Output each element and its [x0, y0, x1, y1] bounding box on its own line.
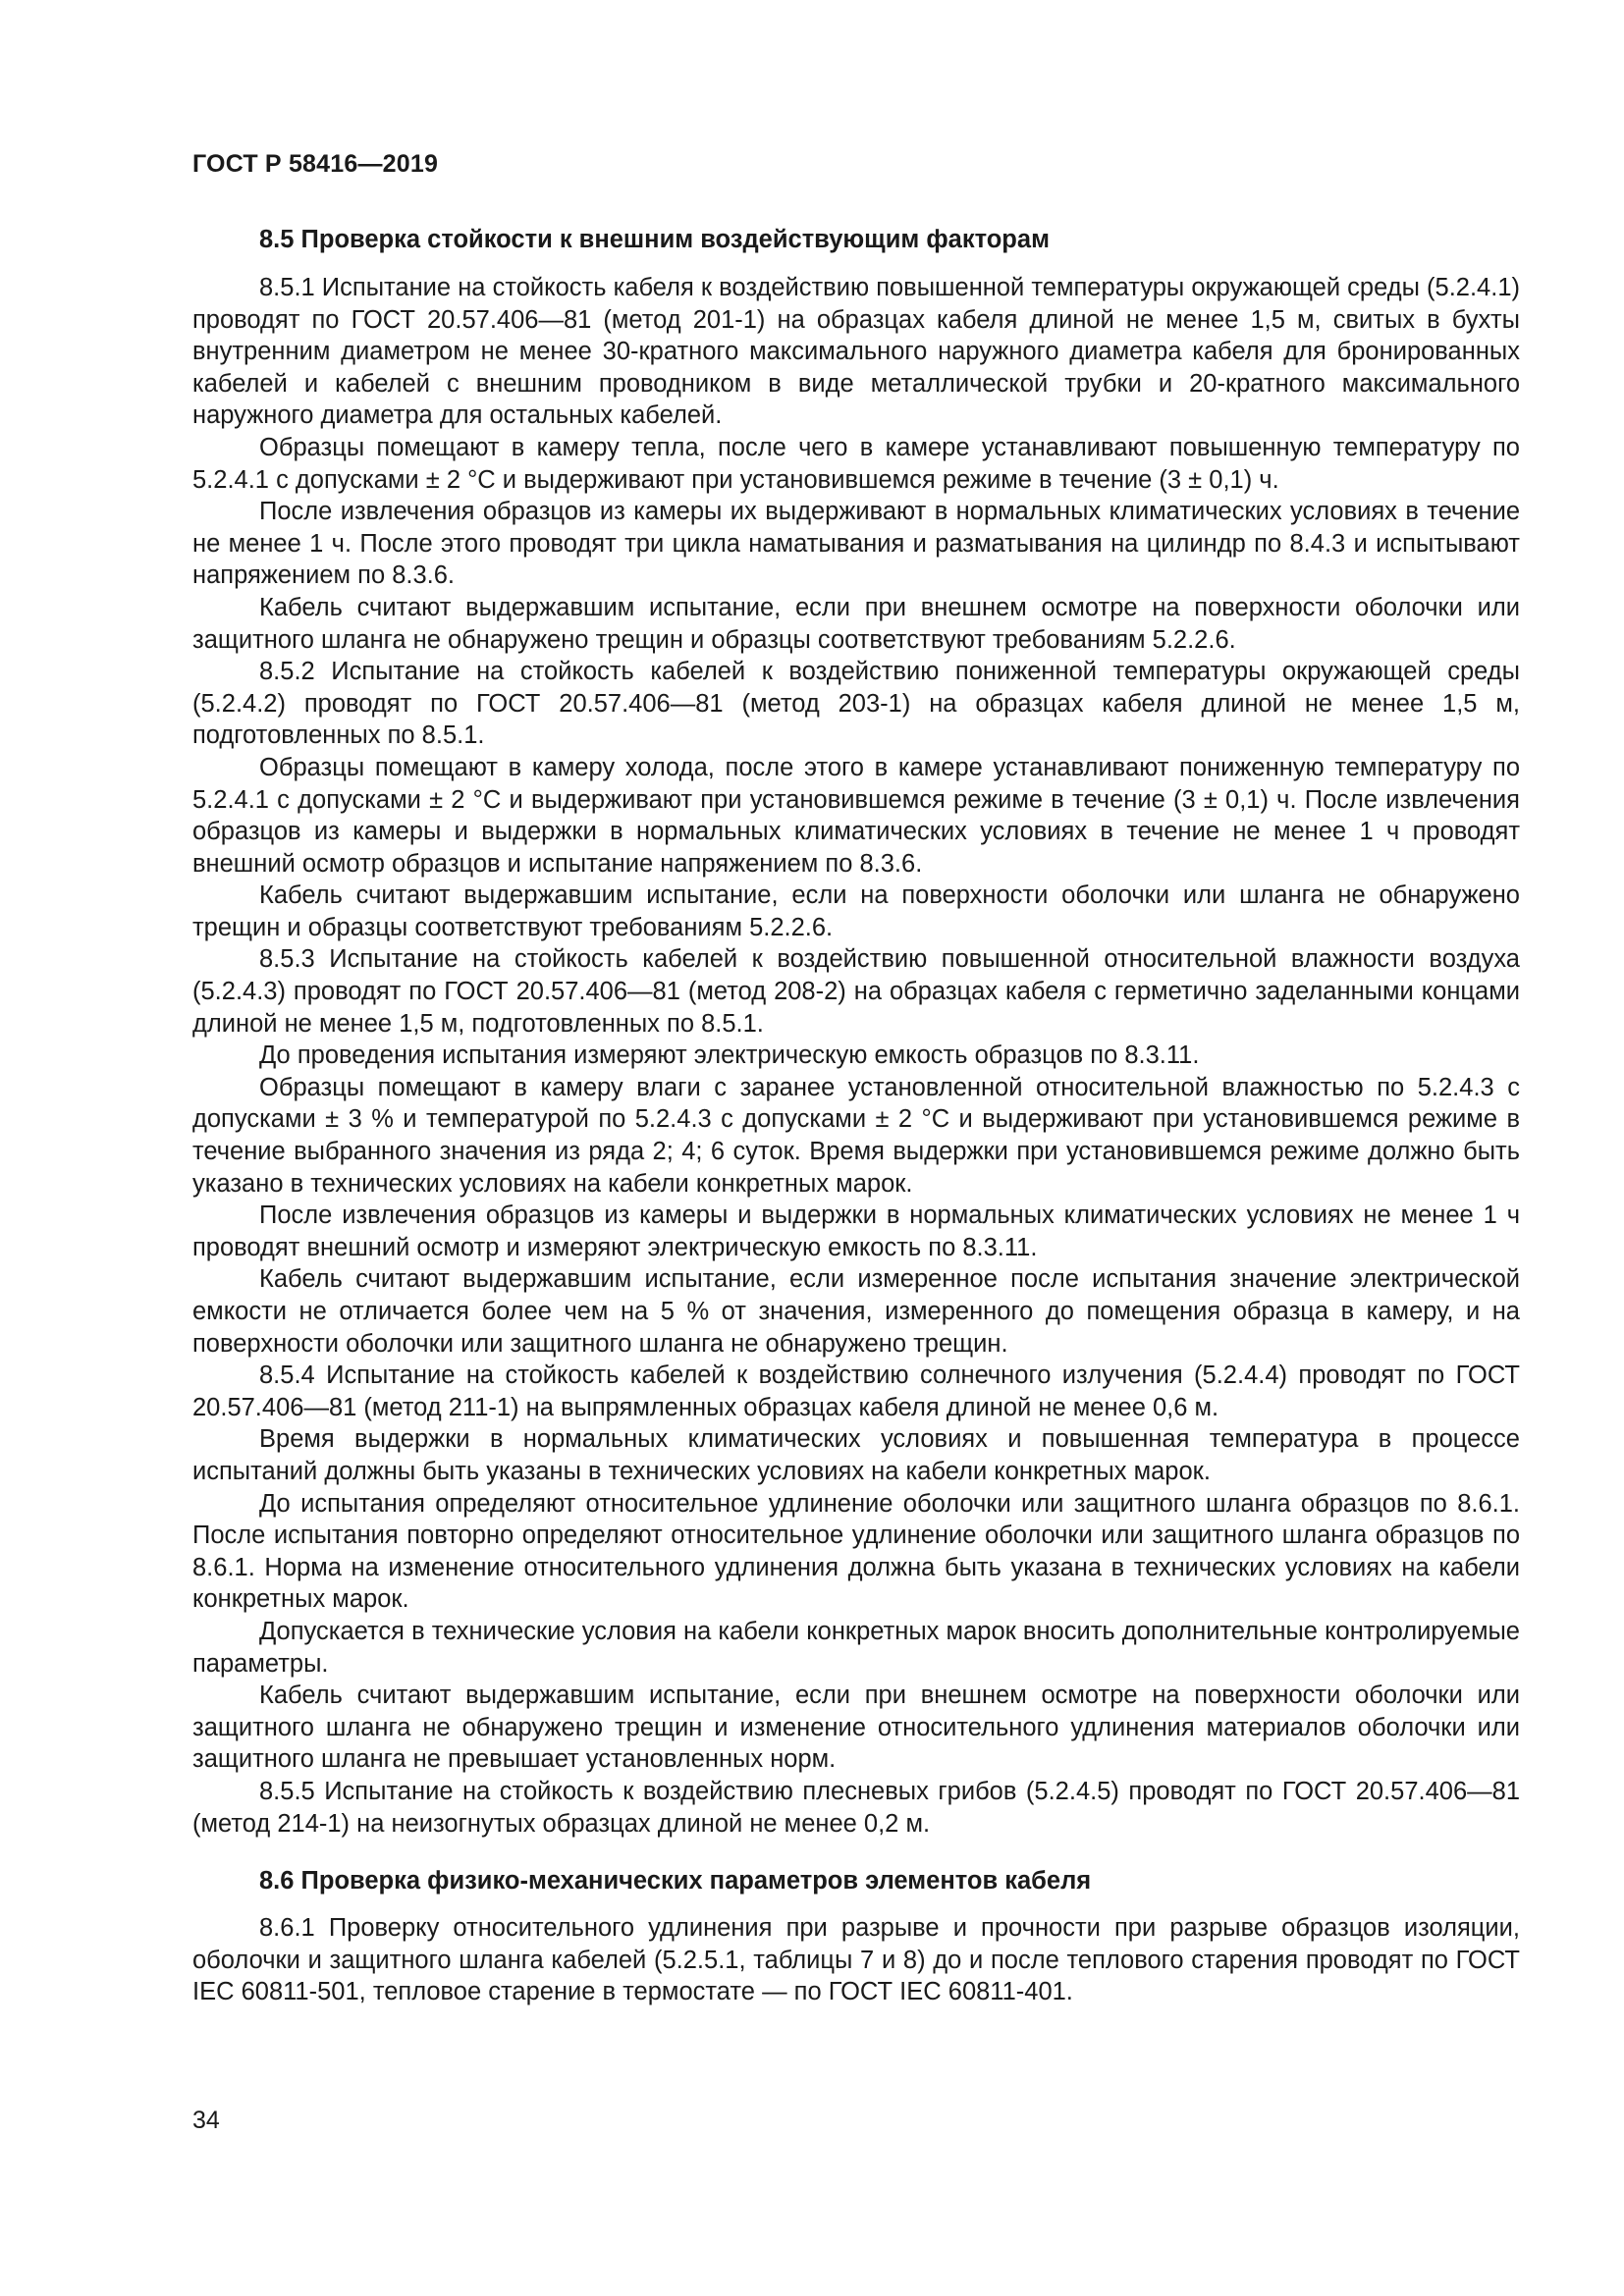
document-header: ГОСТ Р 58416—2019 — [192, 150, 439, 178]
section-title-8-6: 8.6 Проверка физико-механических параметров элементов кабеля — [259, 1867, 1092, 1896]
paragraph: 8.6.1 Проверку относительного удлинения при разрыве и прочности при разрыве образцов изоляции, оболочки и защитного шланга кабелей (5.2.5.1, таблицы 7 и 8) до и после теплового старения проводят по ГОСТ IEC 60811-501, тепловое старение в термостате — по ГОСТ IEC 60811-401. — [192, 1914, 1520, 2006]
paragraph: Кабель считают выдержавшим испытание, если измеренное после испытания значение электрической емкости не отличается более чем на 5 % от значения, измеренного до помещения образца в камеру, и на поверхности оболочки или защитного шланга не обнаружено трещин. — [192, 1265, 1520, 1358]
section-title-8-5: 8.5 Проверка стойкости к внешним воздействующим факторам — [259, 226, 1050, 253]
paragraph: Кабель считают выдержавшим испытание, если при внешнем осмотре на поверхности оболочки или защитного шланга не обнаружено трещин и образцы соответствуют требованиям 5.2.2.6. — [192, 593, 1520, 654]
page-number: 34 — [192, 2107, 220, 2134]
paragraph: 8.5.5 Испытание на стойкость к воздействию плесневых грибов (5.2.4.5) проводят по ГОСТ 20.57.406—81 (метод 214-1) на неизогнутых образцах длиной не менее 0,2 м. — [192, 1777, 1520, 1838]
paragraph: До проведения испытания измеряют электрическую емкость образцов по 8.3.11. — [259, 1041, 1200, 1070]
paragraph: Кабель считают выдержавшим испытание, если при внешнем осмотре на поверхности оболочки или защитного шланга не обнаружено трещин и изменение относительного удлинения материалов оболочки или защитного шланга не превышает установленных норм. — [192, 1682, 1520, 1774]
paragraph: Образцы помещают в камеру холода, после этого в камере устанавливают пониженную температуру по 5.2.4.1 с допусками ± 2 °С и выдерживают при установившемся режиме в течение (3 ± 0,1) ч. После извлечения образцов из камеры и выдержки в нормальных климатических условиях в течение не менее 1 ч проводят внешний осмотр образцов и испытание напряжением по 8.3.6. — [192, 753, 1520, 878]
paragraph: 8.5.2 Испытание на стойкость кабелей к воздействию пониженной температуры окружающей среды (5.2.4.2) проводят по ГОСТ 20.57.406—81 (метод 203-1) на образцах кабеля длиной не менее 1,5 м, подготовленных по 8.5.1. — [192, 658, 1520, 750]
paragraph: После извлечения образцов из камеры и выдержки в нормальных климатических условиях не менее 1 ч проводят внешний осмотр и измеряют электрическую емкость по 8.3.11. — [192, 1201, 1520, 1261]
paragraph: 8.5.1 Испытание на стойкость кабеля к воздействию повышенной температуры окружающей среды (5.2.4.1) проводят по ГОСТ 20.57.406—81 (метод 201-1) на образцах кабеля длиной не менее 1,5 м, свитых в бухты внутренним диаметром не менее 30-кратного максимального наружного диаметра кабеля для бронированных кабелей и кабелей с внешним проводником в виде металлической трубки и 20-кратного максимального наружного диаметра для остальных кабелей. — [192, 274, 1520, 430]
paragraph: Время выдержки в нормальных климатических условиях и повышенная температура в процессе испытаний должны быть указаны в технических условиях на кабели конкретных марок. — [192, 1425, 1520, 1485]
paragraph: 8.5.4 Испытание на стойкость кабелей к воздействию солнечного излучения (5.2.4.4) проводят по ГОСТ 20.57.406—81 (метод 211-1) на выпрямленных образцах кабеля длиной не менее 0,6 м. — [192, 1362, 1520, 1421]
paragraph: Допускается в технические условия на кабели конкретных марок вносить дополнительные контролируемые параметры. — [192, 1617, 1520, 1678]
paragraph: Образцы помещают в камеру влаги с заранее установленной относительной влажностью по 5.2.4.3 с допусками ± 3 % и температурой по 5.2.4.3 с допусками ± 2 °С и выдерживают при установившемся режиме в течение выбранного значения из ряда 2; 4; 6 суток. Время выдержки при установившемся режиме должно быть указано в технических условиях на кабели конкретных марок. — [192, 1073, 1520, 1198]
paragraph: Образцы помещают в камеру тепла, после чего в камере устанавливают повышенную температуру по 5.2.4.1 с допусками ± 2 °С и выдерживают при установившемся режиме в течение (3 ± 0,1) ч. — [192, 433, 1520, 494]
paragraph: 8.5.3 Испытание на стойкость кабелей к воздействию повышенной относительной влажности воздуха (5.2.4.3) проводят по ГОСТ 20.57.406—81 (метод 208-2) на образцах кабеля с герметично заделанными концами длиной не менее 1,5 м, подготовленных по 8.5.1. — [192, 945, 1520, 1038]
paragraph: Кабель считают выдержавшим испытание, если на поверхности оболочки или шланга не обнаружено трещин и образцы соответствуют требованиям 5.2.2.6. — [192, 881, 1520, 941]
paragraph: До испытания определяют относительное удлинение оболочки или защитного шланга образцов по 8.6.1. После испытания повторно определяют относительное удлинение оболочки или защитного шланга образцов по 8.6.1. Норма на изменение относительного удлинения должна быть указана в технических условиях на кабели конкретных марок. — [192, 1489, 1520, 1614]
paragraph: После извлечения образцов из камеры их выдерживают в нормальных климатических условиях в течение не менее 1 ч. После этого проводят три цикла наматывания и разматывания на цилиндр по 8.4.3 и испытывают напряжением по 8.3.6. — [192, 498, 1520, 590]
page-content — [192, 222, 1520, 2008]
